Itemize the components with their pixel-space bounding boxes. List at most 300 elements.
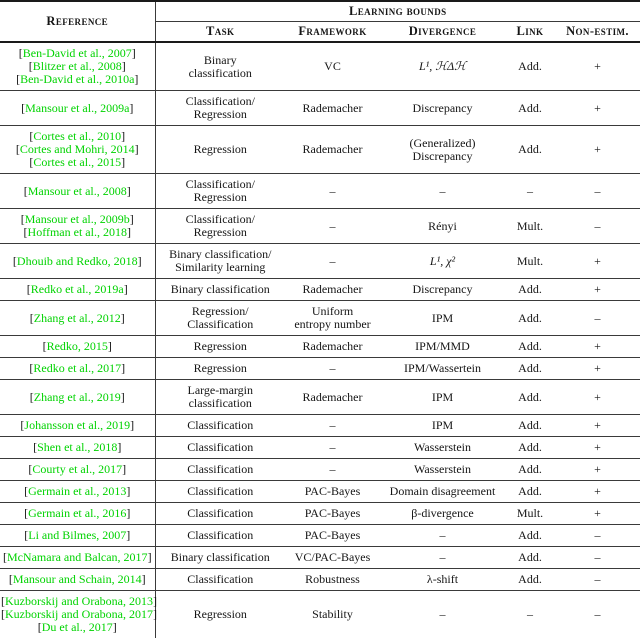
task-cell xyxy=(155,174,285,209)
citation-link[interactable] xyxy=(1,391,154,404)
non-estim-cell: – xyxy=(555,547,640,569)
task-cell-line: Classification xyxy=(187,506,254,520)
table-row xyxy=(0,415,640,437)
citation-text: Germain et al., 2016 xyxy=(28,506,127,520)
citation-bracket-close: ] xyxy=(141,572,146,586)
non-estim-cell: + xyxy=(555,91,640,126)
reference-cell xyxy=(0,437,155,459)
divergence-cell-line: β-divergence xyxy=(411,506,474,520)
citation-bracket-open: [ xyxy=(29,155,34,169)
citation-bracket-close: ] xyxy=(126,528,131,542)
divergence-cell xyxy=(380,459,505,481)
citation-text: Mansour and Schain, 2014 xyxy=(12,572,142,586)
reference-cell xyxy=(0,569,155,591)
task-cell-line: Classification/ xyxy=(185,177,255,191)
framework-cell xyxy=(285,569,380,591)
non-estim-cell: – xyxy=(555,209,640,244)
framework-cell xyxy=(285,126,380,174)
reference-cell xyxy=(0,459,155,481)
divergence-cell-line: – xyxy=(439,607,446,621)
task-cell xyxy=(155,547,285,569)
citation-link[interactable] xyxy=(1,419,154,432)
table-row xyxy=(0,91,640,126)
table-header xyxy=(0,1,640,42)
framework-cell xyxy=(285,591,380,639)
table-row xyxy=(0,459,640,481)
task-cell-line: Regression xyxy=(193,225,247,239)
citation-link[interactable] xyxy=(1,226,154,239)
reference-cell xyxy=(0,174,155,209)
citation-bracket-close: ] xyxy=(121,59,126,73)
framework-cell-line: Rademacher xyxy=(302,100,363,115)
framework-cell xyxy=(285,301,380,336)
divergence-cell-line: Rényi xyxy=(428,218,457,233)
framework-cell-line: Robustness xyxy=(305,572,360,586)
divergence-cell xyxy=(380,481,505,503)
divergence-cell xyxy=(380,126,505,174)
reference-cell xyxy=(0,244,155,279)
task-cell xyxy=(155,459,285,481)
link-cell: Add. xyxy=(505,301,555,336)
non-estim-cell: + xyxy=(555,415,640,437)
framework-cell-line: VC/PAC-Bayes xyxy=(294,550,371,564)
citation-bracket-close: ] xyxy=(126,225,131,239)
divergence-cell xyxy=(380,174,505,209)
table-row xyxy=(0,380,640,415)
task-cell-line: classification xyxy=(188,396,252,410)
divergence-cell xyxy=(380,380,505,415)
framework-cell-line: Rademacher xyxy=(302,339,363,353)
citation-link[interactable] xyxy=(1,156,154,169)
divergence-cell xyxy=(380,244,505,279)
citation-text: Johansson et al., 2019 xyxy=(24,418,131,432)
citation-bracket-close: ] xyxy=(120,310,125,325)
reference-cell xyxy=(0,415,155,437)
link-cell: Add. xyxy=(505,547,555,569)
link-cell: Add. xyxy=(505,481,555,503)
citation-link[interactable] xyxy=(1,102,154,115)
citation-bracket-open: [ xyxy=(28,59,33,73)
citation-text: Cortes and Mohri, 2014 xyxy=(19,142,135,156)
table-row xyxy=(0,336,640,358)
divergence-cell-line: λ-shift xyxy=(426,572,459,586)
table-row xyxy=(0,301,640,336)
task-cell xyxy=(155,336,285,358)
non-estim-cell: – xyxy=(555,569,640,591)
citation-bracket-open: [ xyxy=(24,528,29,542)
task-cell-line: Classification xyxy=(187,484,254,498)
task-cell xyxy=(155,42,285,91)
table-row xyxy=(0,525,640,547)
task-cell-line: Classification xyxy=(187,440,254,454)
link-cell: Mult. xyxy=(505,209,555,244)
non-estim-cell: + xyxy=(555,244,640,279)
citation-text: Redko, 2015 xyxy=(46,339,108,353)
divergence-cell-line: Domain disagreement xyxy=(389,484,496,498)
task-cell xyxy=(155,503,285,525)
framework-cell-line: Uniform xyxy=(311,304,354,318)
column-header-task: Task xyxy=(206,24,235,38)
citation-bracket-open: [ xyxy=(21,100,26,115)
link-cell: Add. xyxy=(505,279,555,301)
citation-bracket-open: [ xyxy=(18,46,23,60)
divergence-cell-line: IPM xyxy=(431,418,454,432)
framework-cell xyxy=(285,459,380,481)
link-cell: Add. xyxy=(505,569,555,591)
task-cell-line: Binary xyxy=(203,52,237,67)
citation-bracket-open: [ xyxy=(20,212,25,226)
citation-bracket-open: [ xyxy=(24,484,29,498)
table-row xyxy=(0,437,640,459)
reference-cell xyxy=(0,42,155,91)
citation-bracket-close: ] xyxy=(107,339,112,353)
reference-cell xyxy=(0,279,155,301)
divergence-cell xyxy=(380,503,505,525)
task-cell xyxy=(155,209,285,244)
citation-text: Cortes et al., 2015 xyxy=(33,155,122,169)
table-row xyxy=(0,481,640,503)
citation-bracket-open: [ xyxy=(29,389,34,404)
framework-cell-line: Rademacher xyxy=(302,282,363,296)
citation-bracket-open: [ xyxy=(33,440,38,454)
citation-text: Kuzborskij and Orabona, 2017 xyxy=(5,607,153,621)
reference-cell xyxy=(0,209,155,244)
divergence-cell-line: Wasserstein xyxy=(413,440,472,454)
non-estim-cell: + xyxy=(555,126,640,174)
citation-bracket-close: ] xyxy=(152,607,157,621)
non-estim-cell: + xyxy=(555,503,640,525)
link-cell: Add. xyxy=(505,126,555,174)
citation-text: Hoffman et al., 2018 xyxy=(27,225,127,239)
table-row xyxy=(0,547,640,569)
divergence-cell-line: (Generalized) xyxy=(409,135,476,150)
citation-bracket-open: [ xyxy=(28,462,33,476)
divergence-cell-line: IPM/Wassertein xyxy=(403,361,482,375)
framework-cell xyxy=(285,437,380,459)
non-estim-cell: + xyxy=(555,336,640,358)
divergence-cell xyxy=(380,437,505,459)
reference-cell xyxy=(0,336,155,358)
citation-text: Mansour et al., 2008 xyxy=(27,183,127,198)
reference-cell xyxy=(0,591,155,639)
divergence-cell-line: Wasserstein xyxy=(413,462,472,476)
task-cell-line: Binary classification/ xyxy=(169,247,272,261)
link-cell: Add. xyxy=(505,525,555,547)
citation-bracket-close: ] xyxy=(152,594,157,608)
divergence-cell-line: IPM/MMD xyxy=(415,339,470,353)
citation-bracket-close: ] xyxy=(126,506,131,520)
link-cell: Add. xyxy=(505,437,555,459)
citation-link[interactable] xyxy=(1,441,154,454)
citation-bracket-open: [ xyxy=(29,129,34,143)
reference-cell xyxy=(0,380,155,415)
reference-cell xyxy=(0,525,155,547)
non-estim-cell: + xyxy=(555,358,640,380)
citation-text: Germain et al., 2013 xyxy=(28,484,127,498)
divergence-cell-line: – xyxy=(439,550,446,564)
citation-bracket-close: ] xyxy=(121,155,126,169)
non-estim-cell: + xyxy=(594,59,601,73)
citation-bracket-open: [ xyxy=(23,225,28,239)
citation-link[interactable] xyxy=(1,340,154,353)
citation-bracket-close: ] xyxy=(129,212,134,226)
framework-cell xyxy=(285,547,380,569)
column-group-header-learning-bounds: Learning bounds xyxy=(155,1,640,22)
column-header-divergence: Divergence xyxy=(408,24,477,38)
non-estim-cell: – xyxy=(555,174,640,209)
column-header-link: Link xyxy=(516,24,544,38)
citation-bracket-close: ] xyxy=(131,46,136,60)
link-cell: Add. xyxy=(505,91,555,126)
table-row xyxy=(0,42,640,91)
task-cell-line: Regression xyxy=(193,107,247,121)
task-cell-line: Classification xyxy=(187,572,254,586)
task-cell-line: Classification xyxy=(187,317,254,331)
column-header-reference: Reference xyxy=(0,1,155,42)
citation-text: Dhouib and Redko, 2018 xyxy=(16,253,138,268)
non-estim-cell: + xyxy=(555,481,640,503)
citation-text: Kuzborskij and Orabona, 2013 xyxy=(5,594,153,608)
citation-bracket-close: ] xyxy=(147,550,152,564)
citation-link[interactable] xyxy=(1,573,154,586)
non-estim-cell: – xyxy=(555,591,640,639)
divergence-cell xyxy=(380,301,505,336)
task-cell xyxy=(155,525,285,547)
link-cell: Add. xyxy=(518,59,542,73)
task-cell-line: classification xyxy=(188,65,252,80)
citation-bracket-open: [ xyxy=(1,594,5,608)
non-estim-cell: + xyxy=(555,279,640,301)
link-cell: Add. xyxy=(505,358,555,380)
divergence-cell xyxy=(380,358,505,380)
citation-bracket-close: ] xyxy=(123,282,128,296)
citation-bracket-open: [ xyxy=(24,506,29,520)
divergence-cell xyxy=(380,547,505,569)
framework-cell-line: Stability xyxy=(312,607,353,621)
table-body xyxy=(0,42,640,638)
framework-cell-line: Rademacher xyxy=(302,389,363,404)
table-row xyxy=(0,569,640,591)
divergence-cell-line: – xyxy=(439,528,446,542)
framework-cell-line: – xyxy=(329,418,336,432)
divergence-cell-line: IPM xyxy=(431,310,454,325)
citation-bracket-close: ] xyxy=(134,142,139,156)
citation-text: Courty et al., 2017 xyxy=(32,462,123,476)
divergence-cell xyxy=(380,415,505,437)
framework-cell xyxy=(285,380,380,415)
task-cell-line: Binary classification xyxy=(170,550,270,564)
table-row xyxy=(0,279,640,301)
task-cell-line: Regression xyxy=(193,607,247,621)
column-header-non-estim: Non-estim. xyxy=(566,24,629,38)
divergence-cell xyxy=(380,42,505,91)
non-estim-cell: + xyxy=(555,459,640,481)
divergence-cell xyxy=(380,525,505,547)
divergence-cell-line: L¹, χ² xyxy=(429,253,456,268)
table-row xyxy=(0,126,640,174)
framework-cell-line: entropy number xyxy=(294,317,371,331)
citation-text: Redko et al., 2019a xyxy=(30,282,124,296)
citation-link[interactable] xyxy=(1,73,154,86)
citation-link[interactable] xyxy=(1,551,154,564)
citation-bracket-close: ] xyxy=(121,361,126,375)
framework-cell-line: – xyxy=(329,253,336,268)
framework-cell-line: PAC-Bayes xyxy=(304,484,361,498)
column-header-framework: Framework xyxy=(298,24,367,38)
citation-bracket-open: [ xyxy=(8,572,13,586)
task-cell xyxy=(155,358,285,380)
citation-bracket-close: ] xyxy=(126,484,131,498)
task-cell-line: Regression xyxy=(193,339,247,353)
task-cell-line: Regression/ xyxy=(191,304,249,318)
task-cell-line: Classification xyxy=(187,528,254,542)
divergence-cell-line: Discrepancy xyxy=(412,100,473,115)
citation-bracket-close: ] xyxy=(122,462,127,476)
non-estim-cell: – xyxy=(555,301,640,336)
citation-link[interactable] xyxy=(1,621,154,634)
framework-cell xyxy=(285,279,380,301)
task-cell xyxy=(155,437,285,459)
task-cell xyxy=(155,279,285,301)
header-row-group xyxy=(0,1,640,22)
reference-cell xyxy=(0,481,155,503)
task-cell-line: Classification/ xyxy=(185,94,255,108)
link-cell: Add. xyxy=(505,380,555,415)
citation-text: Blitzer et al., 2008 xyxy=(32,59,122,73)
citation-bracket-open: [ xyxy=(20,418,25,432)
table-row xyxy=(0,209,640,244)
citation-link[interactable] xyxy=(1,507,154,520)
citation-link[interactable] xyxy=(1,362,154,375)
task-cell xyxy=(155,481,285,503)
framework-cell-line: PAC-Bayes xyxy=(304,528,361,542)
citation-text: Ben-David et al., 2007 xyxy=(22,46,132,60)
framework-cell xyxy=(285,91,380,126)
citation-link[interactable] xyxy=(1,255,154,268)
citation-bracket-close: ] xyxy=(129,100,134,115)
framework-cell-line: VC xyxy=(324,59,341,73)
divergence-cell-line: IPM xyxy=(431,389,454,404)
citation-bracket-close: ] xyxy=(121,129,126,143)
citation-text: Mansour et al., 2009a xyxy=(25,100,130,115)
framework-cell xyxy=(285,209,380,244)
task-cell xyxy=(155,244,285,279)
task-cell xyxy=(155,415,285,437)
framework-cell-line: PAC-Bayes xyxy=(304,506,361,520)
citation-text: Du et al., 2017 xyxy=(41,620,113,634)
citation-text: Zhang et al., 2019 xyxy=(33,389,121,404)
citation-bracket-close: ] xyxy=(134,72,139,86)
citation-link[interactable] xyxy=(1,312,154,325)
framework-cell-line: – xyxy=(329,183,336,198)
task-cell xyxy=(155,126,285,174)
citation-link[interactable] xyxy=(1,185,154,198)
citation-bracket-close: ] xyxy=(126,183,131,198)
table-row xyxy=(0,591,640,639)
table-row xyxy=(0,503,640,525)
citation-bracket-close: ] xyxy=(137,253,142,268)
citation-text: Zhang et al., 2012 xyxy=(33,310,121,325)
non-estim-cell: – xyxy=(555,525,640,547)
citation-bracket-open: [ xyxy=(16,72,21,86)
link-cell: Add. xyxy=(505,459,555,481)
reference-cell xyxy=(0,358,155,380)
reference-cell xyxy=(0,301,155,336)
framework-cell-line: Rademacher xyxy=(302,142,363,156)
citation-bracket-open: [ xyxy=(26,282,31,296)
framework-cell xyxy=(285,336,380,358)
link-cell: Mult. xyxy=(505,244,555,279)
citation-bracket-open: [ xyxy=(29,310,34,325)
table-row xyxy=(0,244,640,279)
link-cell: Add. xyxy=(505,415,555,437)
task-cell xyxy=(155,301,285,336)
divergence-cell xyxy=(380,91,505,126)
task-cell xyxy=(152,591,285,639)
citation-bracket-open: [ xyxy=(42,339,47,353)
citation-bracket-close: ] xyxy=(117,440,122,454)
task-cell-line: Classification xyxy=(187,462,254,476)
framework-cell xyxy=(285,358,380,380)
task-cell-line: Regression xyxy=(193,361,247,375)
framework-cell xyxy=(285,174,380,209)
citation-text: Mansour et al., 2009b xyxy=(24,212,130,226)
citation-text: Ben-David et al., 2010a xyxy=(20,72,135,86)
divergence-cell-line: – xyxy=(439,183,446,198)
citation-link[interactable] xyxy=(1,485,154,498)
framework-cell-line: – xyxy=(329,218,336,233)
citation-bracket-open: [ xyxy=(1,607,5,621)
reference-cell xyxy=(0,503,155,525)
framework-cell xyxy=(285,42,380,91)
citation-bracket-close: ] xyxy=(112,620,117,634)
citation-bracket-close: ] xyxy=(130,418,135,432)
non-estim-cell: + xyxy=(555,437,640,459)
citation-bracket-open: [ xyxy=(29,361,34,375)
citation-link[interactable] xyxy=(1,463,154,476)
citation-link[interactable] xyxy=(1,529,154,542)
framework-cell-line: – xyxy=(329,440,336,454)
citation-text: Li and Bilmes, 2007 xyxy=(28,528,127,542)
divergence-cell xyxy=(380,591,505,639)
reference-cell xyxy=(0,547,155,569)
citation-text: McNamara and Balcan, 2017 xyxy=(6,550,148,564)
citation-bracket-open: [ xyxy=(2,550,7,564)
task-cell-line: Binary classification xyxy=(170,282,270,296)
link-cell: Mult. xyxy=(505,503,555,525)
citation-bracket-close: ] xyxy=(120,389,125,404)
divergence-cell xyxy=(380,279,505,301)
divergence-cell xyxy=(380,569,505,591)
link-cell: Add. xyxy=(505,336,555,358)
task-cell-line: Regression xyxy=(193,142,247,156)
task-cell xyxy=(155,380,285,415)
link-cell: – xyxy=(505,174,555,209)
citation-link[interactable] xyxy=(1,283,154,296)
citation-text: Cortes et al., 2010 xyxy=(33,129,122,143)
table-row xyxy=(0,358,640,380)
divergence-cell xyxy=(380,336,505,358)
framework-cell xyxy=(285,415,380,437)
framework-cell xyxy=(285,481,380,503)
citation-text: Redko et al., 2017 xyxy=(33,361,122,375)
task-cell-line: Classification xyxy=(187,418,254,432)
table-row xyxy=(0,174,640,209)
framework-cell xyxy=(285,525,380,547)
framework-cell xyxy=(285,503,380,525)
citation-bracket-open: [ xyxy=(37,620,42,634)
framework-cell-line: – xyxy=(329,462,336,476)
